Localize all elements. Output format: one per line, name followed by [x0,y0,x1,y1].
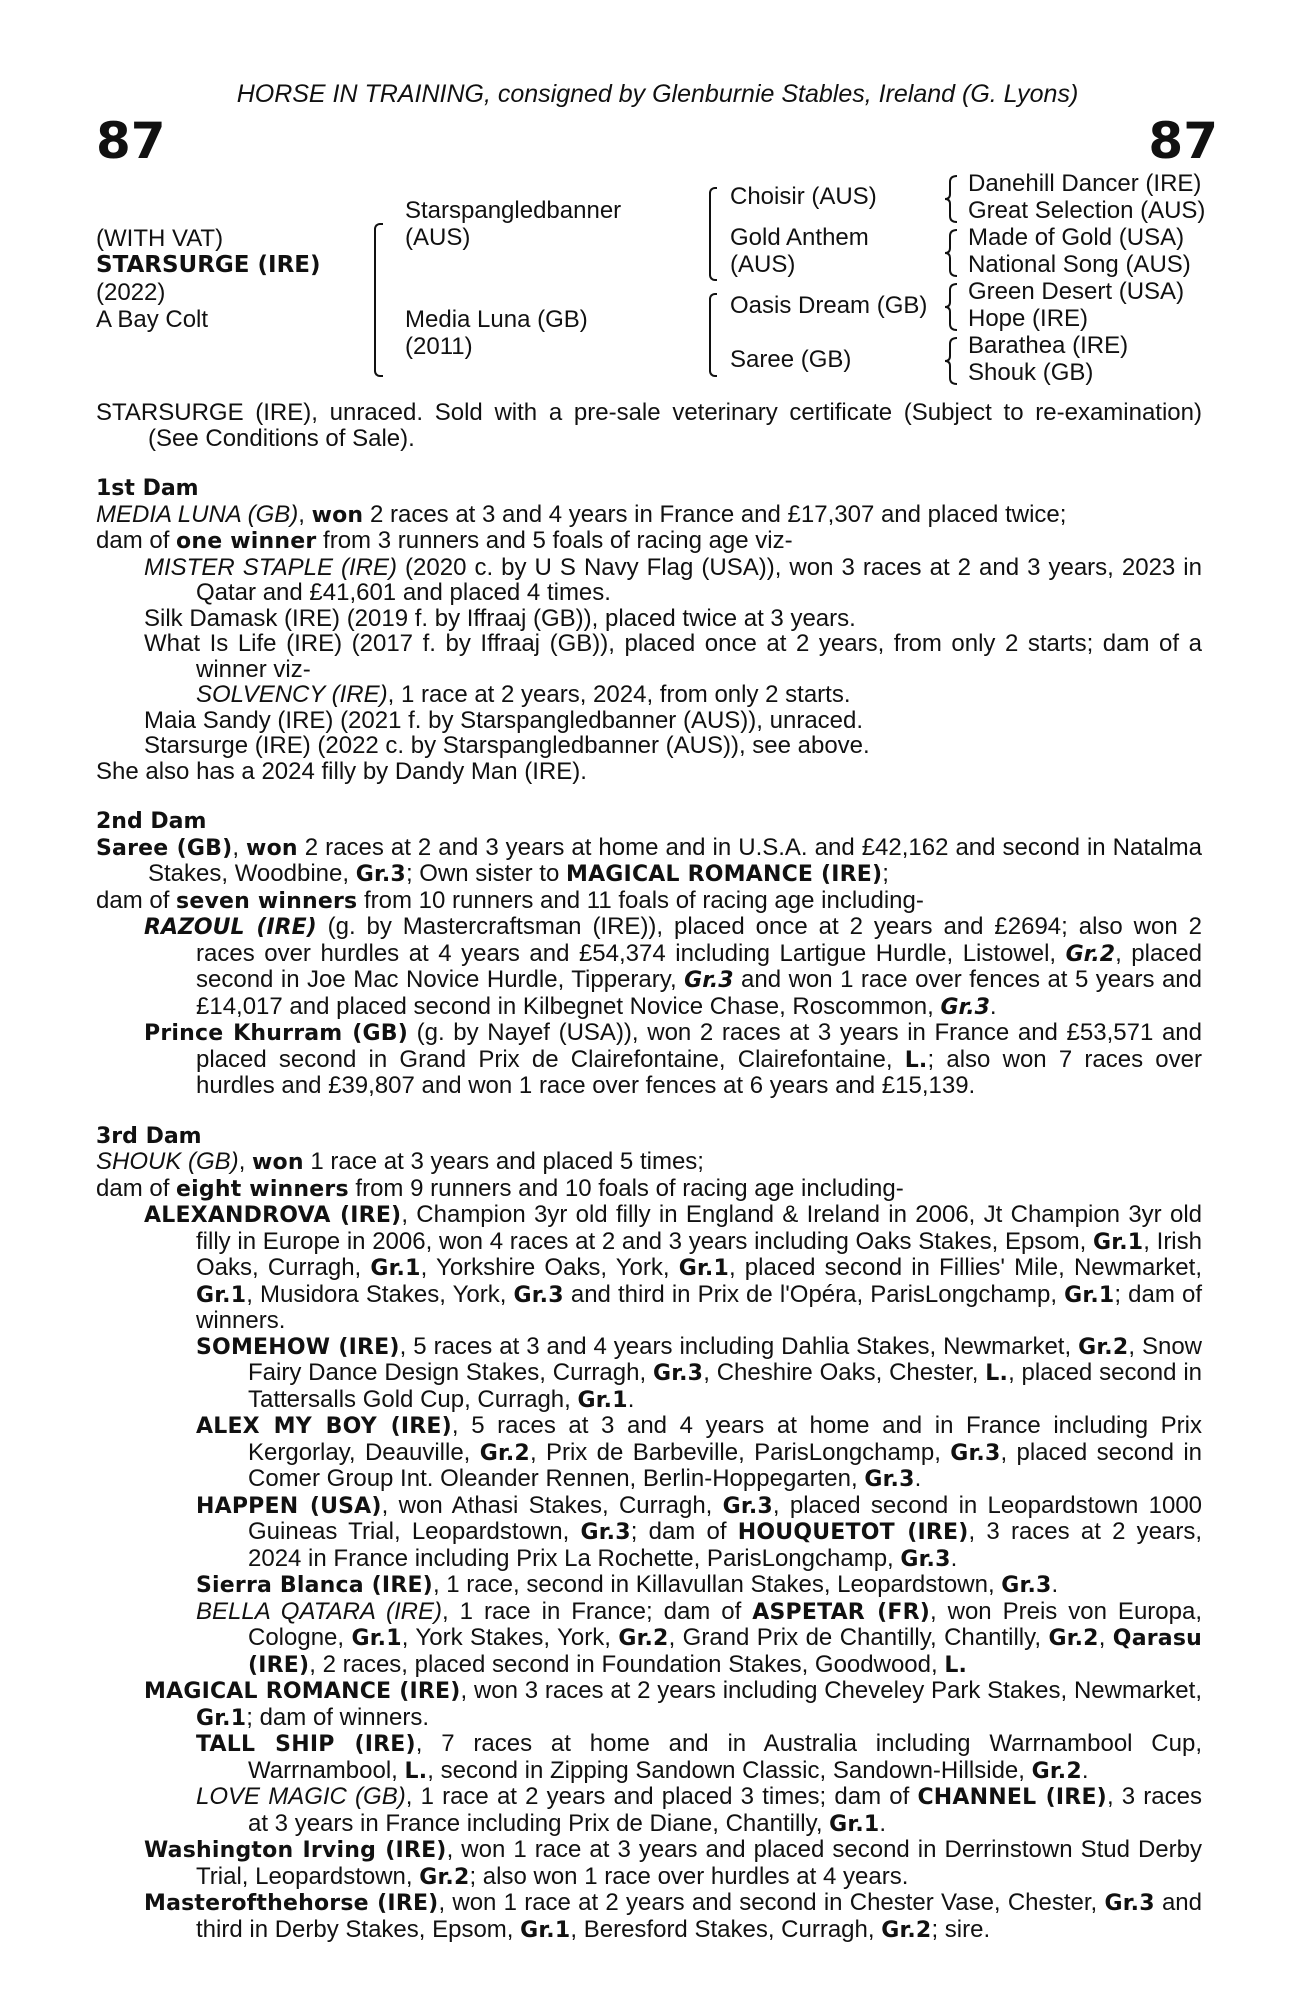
text: (2020 c. by U S Navy Flag (USA)), won 3 races at 2 and 3 years, 2023 in Qatar and £41,601 and placed 4 times. [196,553,1202,606]
horse-name: STARSURGE (IRE) [96,252,321,278]
text: , won Athasi Stakes, Curragh, [381,1491,723,1519]
first-dam-heading: 1st Dam [96,476,199,501]
produce-name: HAPPEN (USA) [196,1493,382,1519]
ped-ssd: Great Selection (AUS) [968,197,1206,224]
dam-year: (2011) [405,333,473,360]
text: , [1098,1624,1113,1651]
pedigree-table [0,0,1315,400]
second-dam-produce-intro [96,888,1202,915]
grade: Gr.1 [196,1282,247,1308]
text: , 1 race at 2 years and placed 3 times; dam of [405,1783,918,1810]
grade: Gr.3 [513,1282,564,1308]
page-header: HORSE IN TRAINING, consigned by Glenburnie Stables, Ireland (G. Lyons) [236,80,1079,108]
winners-count: one winner [176,529,317,554]
grade: Gr.2 [1031,1758,1082,1784]
text: , 1 race in France; dam of [442,1597,753,1625]
pedigree-brace-sire [709,187,717,281]
text: , Cheshire Oaks, Chester, [703,1359,986,1386]
text: ; also won 7 races over hurdles and £39,807 and won 1 race over fences at 6 years and £15,139. [196,1045,1202,1099]
text: , [298,500,312,528]
grade: Gr.2 [419,1864,470,1890]
ped-dds: Barathea (IRE) [968,332,1129,359]
grade: Gr.3 [950,1440,1001,1466]
produce-name: ALEXANDROVA (IRE) [144,1203,402,1228]
grade: Gr.3 [864,1467,915,1492]
produce-name: Sierra Blanca (IRE) [196,1573,433,1598]
sire-name: Starspangledbanner [405,197,622,224]
ped-sdd: National Song (AUS) [968,251,1191,278]
text: , 2 races, placed second in Foundation Stakes, Goodwood, [309,1650,945,1678]
grade: Gr.1 [1093,1229,1144,1255]
text: from 3 runners and 5 foals of racing age viz- [316,527,793,554]
dam-sire: Oasis Dream (GB) [730,292,928,319]
text: , won 1 race at 3 years and placed second in Derrinstown Stud Derby Trial, Leopardstown, [196,1836,1202,1890]
grade: Gr.2 [618,1626,669,1651]
produce-entry [96,682,1202,708]
grade: L. [404,1758,428,1784]
produce-name: Masterofthehorse (IRE) [144,1891,439,1916]
text: , second in Zipping Sandown Classic, Sandown-Hillside, [427,1756,1032,1784]
first-dam-produce-intro [96,528,1202,555]
text: , 5 races at 3 and 4 years at home and in France including Prix Kergorlay, Deauville, [248,1412,1203,1466]
text: . [1051,1571,1059,1598]
text: , placed second in Comer Group Int. Oleander Rennen, Berlin-Hoppegarten, [248,1438,1202,1492]
produce-name: SOLVENCY (IRE) [196,681,388,708]
text: , won Preis von Europa, Cologne, [248,1597,1202,1651]
dam-name: Media Luna (GB) [405,306,588,333]
pedigree-brace-ss [944,174,958,224]
produce-name: MISTER STAPLE (IRE) [144,553,397,581]
text: , 7 races at home and in Australia including Warrnambool Cup, Warrnambool, [248,1730,1202,1784]
second-dam-line [96,835,1202,888]
sire-sire: Choisir (AUS) [730,183,877,210]
text: , placed second in Joe Mac Novice Hurdle, Tipperary, [196,939,1202,993]
text: ; also won 1 race over hurdles at 4 years. [469,1862,909,1890]
dam-name-text: MEDIA LUNA (GB) [96,500,299,528]
text: ; sire. [931,1915,991,1943]
second-dam-heading: 2nd Dam [96,809,207,834]
produce-entry: What Is Life (IRE) (2017 f. by Iffraaj (GB)), placed once at 2 years, from only 2 starts; dam of a winner viz- [144,630,1202,683]
produce-entry: Starsurge (IRE) (2022 c. by Starspangledbanner (AUS)), see above. [144,732,870,759]
text: and third in Derby Stakes, Epsom, [196,1889,1203,1943]
won-text: won [246,835,298,861]
lot-number-left: 87 [96,112,166,170]
text: , York Stakes, York, [401,1624,619,1651]
grade: Gr.3 [1104,1891,1155,1916]
text: , Grand Prix de Chantilly, Chantilly, [668,1624,1049,1651]
text: . [989,992,997,1020]
horse-description: A Bay Colt [96,306,209,333]
text: . [1081,1756,1089,1784]
ped-dsd: Hope (IRE) [968,305,1089,332]
grade: Gr.3 [652,1361,704,1386]
produce-entry [96,1599,1202,1679]
grade: Gr.3 [722,1493,773,1519]
produce-name: MAGICAL ROMANCE (IRE) [144,1679,461,1704]
produce-entry [96,1493,1202,1573]
text: , Snow Fairy Dance Design Stakes, Curragh, [248,1332,1203,1386]
first-dam-section [96,476,1202,784]
text: 2 races at 3 and 4 years in France and £17,307 and placed twice; [363,500,1067,528]
third-dam-line [96,1149,1202,1176]
produce-name: HOUQUETOT (IRE) [737,1520,969,1545]
grade: Gr.3 [355,862,406,887]
sire-dam: Gold Anthem [730,224,869,251]
text: , [232,833,247,861]
winners-count: seven winners [176,888,358,914]
produce-name: RAZOUL (IRE) [144,915,317,940]
won-text: won [311,502,364,528]
produce-entry [96,1890,1202,1943]
grade: Gr.3 [900,1546,951,1572]
third-dam-section [96,1124,1202,1944]
produce-name: BELLA QATARA (IRE) [196,1597,442,1625]
vat-label: (WITH VAT) [96,225,224,252]
text: . [627,1385,635,1413]
text: , Irish Oaks, Curragh, [196,1227,1202,1281]
ped-sss: Danehill Dancer (IRE) [968,170,1202,197]
text: and won 1 race over fences at 5 years and £14,017 and placed second in Kilbegnet Novice Chase, Roscommon, [196,966,1202,1020]
text: , Prix de Barbeville, ParisLongchamp, [529,1438,951,1466]
produce-name: LOVE MAGIC (GB) [196,1783,406,1810]
grade: Gr.3 [580,1520,631,1545]
grade: Gr.1 [678,1256,729,1281]
text: , 1 race at 2 years, 2024, from only 2 starts. [387,681,851,708]
produce-name: Qarasu (IRE) [248,1626,1202,1678]
produce-entry [96,1413,1202,1493]
sire-dam-country: (AUS) [730,251,796,278]
text: (g. by Nayef (USA)), won 2 races at 3 years in France and £53,571 and placed second in Grand Prix de Clairefontaine, Clairefontaine, [196,1019,1202,1073]
produce-name: CHANNEL (IRE) [917,1785,1107,1810]
text: , 3 races at 3 years in France including Prix de Diane, Chantilly, [248,1783,1202,1837]
produce-entry [96,914,1202,1020]
text: 1 race at 3 years and placed 5 times; [303,1148,704,1175]
second-dam-section [96,809,1202,1099]
grade: Gr.2 [881,1917,932,1943]
produce-entry [96,1784,1202,1837]
produce-entry [96,1731,1202,1784]
ped-ddd: Shouk (GB) [968,359,1094,386]
dam-dam: Saree (GB) [730,346,852,373]
catalogue-text [96,400,1202,1943]
produce-name: Washington Irving (IRE) [144,1838,447,1863]
won-text: won [252,1150,304,1175]
grade: Gr.2 [1078,1334,1129,1360]
text: , won 1 race at 2 years and second in Chester Vase, Chester, [438,1889,1105,1916]
third-dam-produce-intro [96,1176,1202,1203]
produce-name: ALEX MY BOY (IRE) [196,1414,452,1439]
pedigree-brace-main [374,223,383,377]
text: , placed second in Tattersalls Gold Cup, Curragh, [248,1359,1202,1413]
produce-entry [96,1678,1202,1731]
pedigree-brace-ds [944,282,958,332]
grade: Gr.1 [520,1917,571,1943]
text: , placed second in Leopardstown 1000 Guineas Trial, Leopardstown, [248,1491,1203,1545]
produce-name: TALL SHIP (IRE) [196,1732,416,1757]
text: , 1 race, second in Killavullan Stakes, Leopardstown, [432,1571,1002,1598]
grade: Gr.1 [1064,1282,1115,1308]
horse-year: (2022) [96,279,166,306]
produce-entry [96,1020,1202,1099]
text: , 3 races at 2 years, 2024 in France including Prix La Rochette, ParisLongchamp, [248,1518,1203,1572]
produce-entry [96,1572,1202,1599]
grade: Gr.2 [479,1440,530,1466]
grade: Gr.2 [1065,941,1116,967]
produce-entry [96,1202,1202,1334]
grade: Gr.3 [1001,1573,1052,1598]
text: , placed second in Fillies' Mile, Newmarket, [728,1254,1202,1281]
text: , won 3 races at 2 years including Cheveley Park Stakes, Newmarket, [460,1677,1202,1704]
intro-text: STARSURGE (IRE), unraced. Sold with a pre-sale veterinary certificate (Subject to re-examination) (See Conditions of Sale). [96,399,1202,452]
pedigree-brace-sd [944,228,958,278]
text: 2 races at 2 and 3 years at home and in U.S.A. and £42,162 and second in Natalma Stakes, Woodbine, [148,833,1203,887]
grade: Gr.1 [577,1387,628,1413]
text: (g. by Mastercraftsman (IRE)), placed once at 2 years and £2694; also won 2 races over hurdles at 4 years and £54,374 including Lartigue Hurdle, Listowel, [196,913,1202,967]
text: , Champion 3yr old filly in England & Ireland in 2006, Jt Champion 3yr old filly in Europe in 2006, won 4 races at 2 and 3 years including Oaks Stakes, Epsom, [196,1201,1202,1255]
produce-name: ASPETAR (FR) [752,1599,930,1625]
dam-name-text: Saree (GB) [96,835,233,861]
grade: L. [904,1047,928,1073]
text: and third in Prix de l'Opéra, ParisLongchamp, [563,1280,1065,1308]
text: from 9 runners and 10 foals of racing age including- [348,1174,904,1202]
produce-name: Prince Khurram (GB) [144,1021,408,1046]
text: , Musidora Stakes, York, [246,1280,514,1308]
text: dam of [96,886,177,914]
grade: Gr.3 [684,968,734,993]
grade: Gr.1 [351,1626,402,1651]
text: . [914,1465,922,1492]
pedigree-brace-dd [944,336,958,386]
grade: Gr.2 [1048,1626,1099,1651]
produce-entry [96,1837,1202,1890]
produce-entry: Maia Sandy (IRE) (2021 f. by Starspangledbanner (AUS)), unraced. [144,706,864,734]
text: from 10 runners and 11 foals of racing age including- [357,886,924,914]
produce-name: SOMEHOW (IRE) [196,1334,400,1360]
grade: Gr.1 [829,1811,880,1837]
sire-country: (AUS) [405,224,471,251]
text: dam of [96,527,177,554]
dam-name-text: SHOUK (GB) [96,1148,239,1175]
text: ; Own sister to [405,860,566,887]
produce-entry [96,1334,1202,1414]
text: ; dam of [630,1518,738,1545]
text: ; dam of winners. [246,1703,429,1731]
produce-entry: Silk Damask (IRE) (2019 f. by Iffraaj (GB)), placed twice at 3 years. [144,604,856,632]
grade: Gr.1 [196,1705,247,1731]
text: ; dam of winners. [196,1280,1203,1334]
grade: L. [944,1652,968,1678]
text: dam of [96,1174,177,1202]
ped-dss: Green Desert (USA) [968,278,1185,305]
text: , Yorkshire Oaks, York, [420,1254,679,1281]
produce-note: She also has a 2024 filly by Dandy Man (IRE). [96,757,587,785]
third-dam-heading: 3rd Dam [96,1123,202,1149]
text: , 5 races at 3 and 4 years including Dahlia Stakes, Newmarket, [399,1332,1079,1360]
pedigree-brace-dam [709,293,717,377]
winners-count: eight winners [176,1176,349,1202]
text: ; [882,860,889,887]
text: . [950,1544,958,1572]
produce-entry [96,555,1202,606]
first-dam-line [96,502,1202,529]
text: . [879,1809,887,1837]
grade: Gr.3 [940,994,990,1020]
sister-name: MAGICAL ROMANCE (IRE) [565,862,883,887]
ped-sds: Made of Gold (USA) [968,224,1185,251]
text: , [238,1148,253,1175]
text: , Beresford Stakes, Curragh, [570,1915,882,1943]
grade: Gr.1 [370,1256,421,1281]
lot-number-right: 87 [1148,112,1218,170]
grade: L. [985,1361,1009,1386]
